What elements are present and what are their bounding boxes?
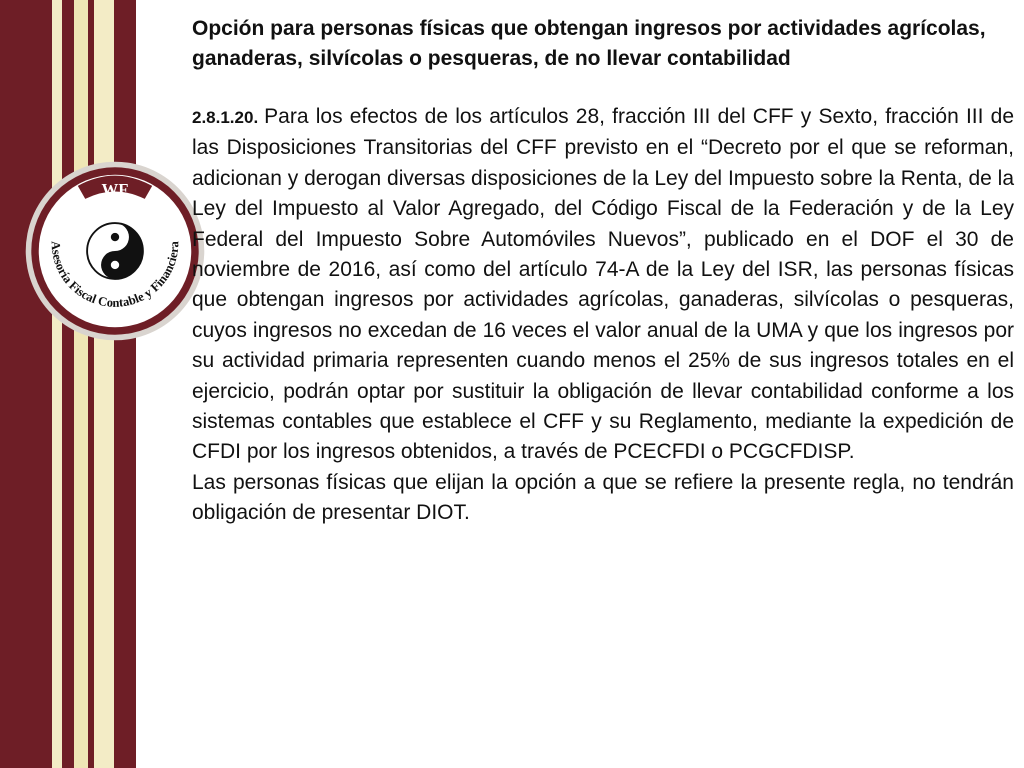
stripe xyxy=(114,0,136,768)
rule-paragraph xyxy=(192,102,1014,468)
decorative-stripes xyxy=(0,0,136,768)
logo-ring-text: Asesoría Fiscal Contable y Financiera xyxy=(48,240,182,310)
rule-text: Para los efectos de los artículos 28, fracción III del CFF y Sexto, fracción III de las Disposiciones Transitorias del CFF previsto en el “Decreto por el que se reforman, adicionan y derogan diversas disposiciones de la Ley del Impuesto sobre la Renta, de la Ley del Impuesto al Valor Agregado, del Código Fiscal de la Federación y de la Ley Federal del Impuesto Sobre Automóviles Nuevos”, publicado en el DOF el 30 de noviembre de 2016, así como del artículo 74-A de la Ley del ISR, las personas físicas que obtengan ingresos por actividades agrícolas, ganaderas, silvícolas o pesqueras, cuyos ingresos no excedan de 16 veces el valor anual de la UMA y que los ingresos por su actividad primaria representen cuando menos el 25% de sus ingresos totales en el ejercicio, podrán optar por sustituir la obligación de llevar contabilidad conforme a los sistemas contables que establece el CFF y su Reglamento, mediante la expedición de CFDI por los ingresos obtenidos, a través de PCECFDI o PCGCFDISP. xyxy=(192,105,1014,464)
document-body xyxy=(192,14,1014,529)
company-logo xyxy=(22,158,208,344)
logo-initials: WF xyxy=(101,180,129,200)
rule-number: 2.8.1.20. xyxy=(192,108,259,127)
stripe xyxy=(0,0,52,768)
second-paragraph: Las personas físicas que elijan la opción a que se refiere la presente regla, no tendrán obligación de presentar DIOT. xyxy=(192,470,1014,525)
stripe xyxy=(94,0,114,768)
stripe xyxy=(74,0,88,768)
document-title: Opción para personas físicas que obtengan ingresos por actividades agrícolas, ganaderas, silvícolas o pesqueras, de no llevar contabilidad xyxy=(192,17,986,70)
stripe xyxy=(52,0,62,768)
yin-yang-icon xyxy=(87,223,143,279)
stripe xyxy=(62,0,74,768)
